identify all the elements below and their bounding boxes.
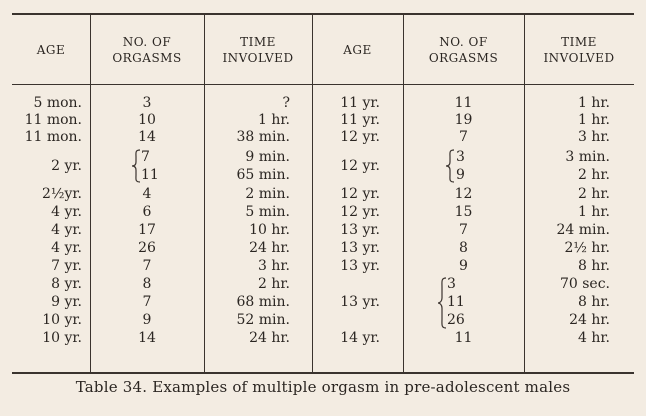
- table-cell-orgasms: 14: [138, 129, 156, 145]
- table-cell-age: 13 yr.: [340, 258, 380, 274]
- table-cell-orgasms: 7: [142, 258, 152, 274]
- table-cell-time: 24 min.: [556, 222, 610, 238]
- table-cell-time: 1 hr.: [258, 112, 290, 128]
- table-cell-age: 8 yr.: [51, 276, 82, 292]
- table-cell-age: 10 yr.: [42, 330, 82, 346]
- table-cell-time: 24 hr.: [249, 240, 290, 256]
- table-cell-age: 13 yr.: [340, 240, 380, 256]
- header-orgasms-line2: ORGASMS: [428, 50, 499, 65]
- header-orgasms-line1: NO. OF: [439, 34, 488, 49]
- header-time-line2: INVOLVED: [222, 50, 294, 65]
- table-cell-age: 4 yr.: [51, 222, 82, 238]
- table-cell-age: 12 yr.: [340, 129, 380, 145]
- header-rule: [12, 84, 634, 85]
- table-cell-orgasms: 15: [454, 204, 473, 220]
- table-cell-time: 70 sec.: [559, 276, 610, 292]
- table-cell-age: 7 yr.: [51, 258, 82, 274]
- table-cell-time: 3 min.: [565, 149, 610, 165]
- table-cell-orgasms: 8: [142, 276, 152, 292]
- table-cell-age: 14 yr.: [340, 330, 380, 346]
- bottom-rule: [12, 372, 634, 374]
- table-cell-age: 2 yr.: [51, 158, 82, 174]
- table-cell-orgasms: 7: [142, 294, 152, 310]
- header-orgasms-line2: ORGASMS: [112, 50, 182, 65]
- table-cell-time: 10 hr.: [249, 222, 290, 238]
- table-cell-age: 11 yr.: [340, 95, 380, 111]
- header-age: [312, 15, 403, 84]
- header-age-label: AGE: [36, 42, 66, 57]
- table-cell-orgasms: 10: [138, 112, 156, 128]
- table-cell-age: 13 yr.: [340, 294, 380, 310]
- header-time: [204, 15, 312, 84]
- table-cell-time: ?: [282, 95, 290, 111]
- table-cell-orgasms: 11: [141, 167, 159, 183]
- table-cell-time: 52 min.: [236, 312, 290, 328]
- table-cell-age: 12 yr.: [340, 204, 380, 220]
- table-cell-time: 8 hr.: [578, 294, 610, 310]
- header-time-line1: TIME: [561, 34, 597, 49]
- table-cell-time: 2 hr.: [258, 276, 290, 292]
- table-cell-orgasms: 26: [138, 240, 156, 256]
- table-cell-orgasms: 11: [454, 95, 473, 111]
- table-cell-time: 5 min.: [245, 204, 290, 220]
- table-cell-orgasms: 12: [454, 186, 473, 202]
- header-orgasms-line1: NO. OF: [122, 34, 172, 49]
- header-age: [12, 15, 90, 84]
- table-cell-age: 12 yr.: [340, 158, 380, 174]
- table-cell-time: 9 min.: [245, 149, 290, 165]
- table-cell-orgasms: 3: [447, 276, 456, 292]
- table-cell-orgasms: 7: [141, 149, 150, 165]
- table-cell-orgasms: 11: [454, 330, 473, 346]
- table-cell-orgasms: 4: [142, 186, 152, 202]
- table-cell-orgasms: 11: [447, 294, 465, 310]
- table-cell-time: 2 hr.: [578, 167, 610, 183]
- brace-icon: [131, 149, 141, 183]
- table-cell-orgasms: 3: [142, 95, 152, 111]
- table-cell-time: 3 hr.: [258, 258, 290, 274]
- table-cell-age: 11 yr.: [340, 112, 380, 128]
- brace-icon: [437, 277, 447, 329]
- table-cell-orgasms: 9: [456, 167, 465, 183]
- table-cell-time: 4 hr.: [578, 330, 610, 346]
- table-cell-age: 11 mon.: [24, 129, 82, 145]
- table-cell-orgasms: 7: [459, 129, 468, 145]
- header-time-line1: TIME: [240, 34, 276, 49]
- table-cell-orgasms: 9: [142, 312, 152, 328]
- table-cell-time: 3 hr.: [578, 129, 610, 145]
- table-cell-time: 24 hr.: [569, 312, 610, 328]
- table-cell-orgasms: 9: [459, 258, 468, 274]
- table-caption: Table 34. Examples of multiple orgasm in pre-adolescent males: [75, 378, 571, 396]
- table-cell-time: 2½ hr.: [564, 240, 610, 256]
- table-cell-orgasms: 3: [456, 149, 465, 165]
- header-time-line2: INVOLVED: [543, 50, 615, 65]
- table-cell-age: 2½yr.: [42, 186, 82, 202]
- table-cell-age: 4 yr.: [51, 240, 82, 256]
- header-orgasms: [403, 15, 524, 84]
- table-cell-time: 1 hr.: [578, 95, 610, 111]
- table-cell-age: 10 yr.: [42, 312, 82, 328]
- table-cell-orgasms: 26: [447, 312, 465, 328]
- table-cell-age: 9 yr.: [51, 294, 82, 310]
- table-cell-orgasms: 7: [459, 222, 468, 238]
- table-cell-orgasms: 6: [142, 204, 152, 220]
- header-time: [524, 15, 634, 84]
- brace-icon: [445, 149, 455, 183]
- table-cell-time: 65 min.: [236, 167, 290, 183]
- table-cell-time: 2 min.: [245, 186, 290, 202]
- table-cell-time: 2 hr.: [578, 186, 610, 202]
- header-orgasms: [90, 15, 204, 84]
- table-cell-time: 8 hr.: [578, 258, 610, 274]
- table-cell-time: 1 hr.: [578, 112, 610, 128]
- table-cell-time: 38 min.: [236, 129, 290, 145]
- table-cell-age: 4 yr.: [51, 204, 82, 220]
- table-cell-time: 24 hr.: [249, 330, 290, 346]
- table-cell-age: 5 mon.: [33, 95, 82, 111]
- table-cell-time: 68 min.: [236, 294, 290, 310]
- table-cell-orgasms: 17: [138, 222, 156, 238]
- table-cell-time: 1 hr.: [578, 204, 610, 220]
- header-age-label: AGE: [343, 42, 372, 57]
- table-cell-age: 13 yr.: [340, 222, 380, 238]
- table-cell-age: 12 yr.: [340, 186, 380, 202]
- table-cell-orgasms: 8: [459, 240, 468, 256]
- table-cell-orgasms: 14: [138, 330, 156, 346]
- table-cell-orgasms: 19: [454, 112, 473, 128]
- table-cell-age: 11 mon.: [24, 112, 82, 128]
